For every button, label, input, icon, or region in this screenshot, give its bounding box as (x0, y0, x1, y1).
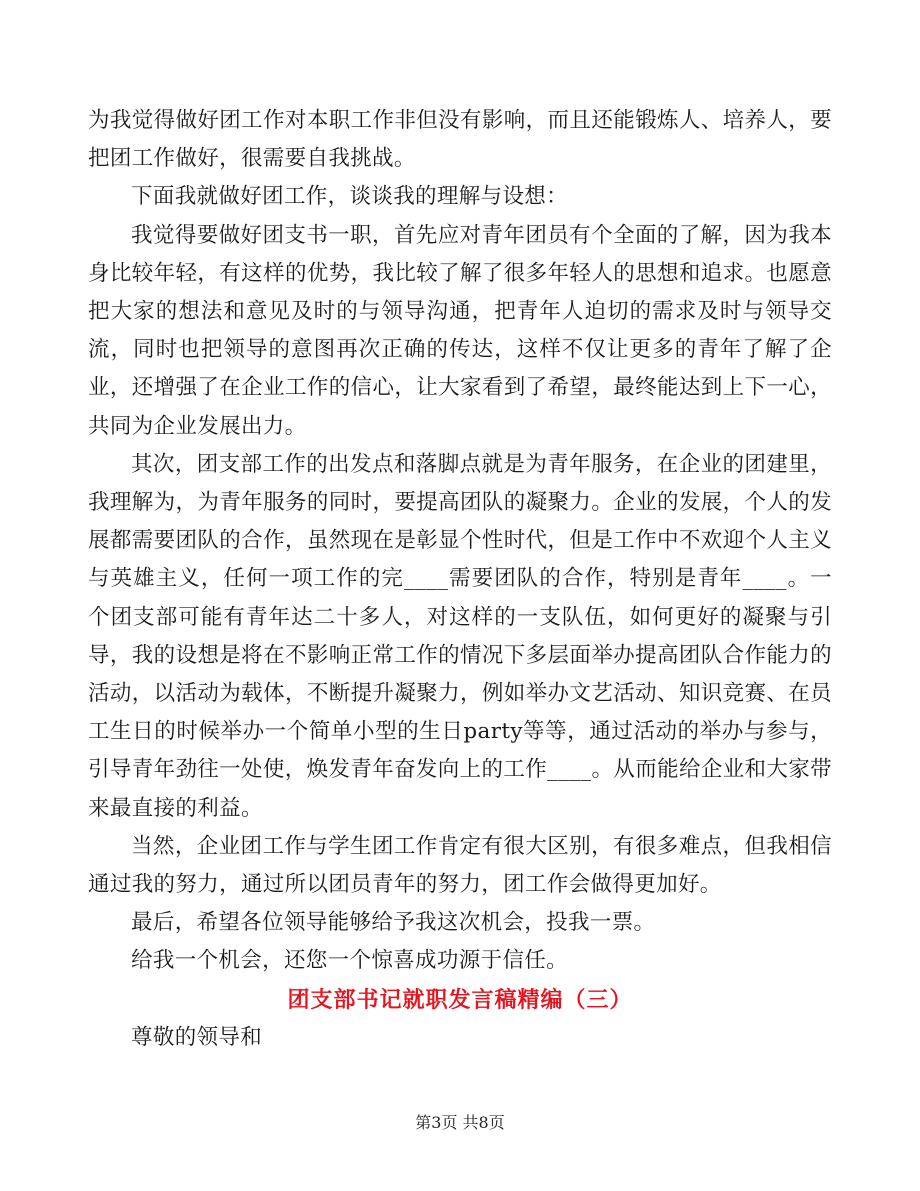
paragraph-continuation: 为我觉得做好团工作对本职工作非但没有影响，而且还能锻炼人、培养人，要把团工作做好，很需要自我挑战。 (88, 108, 832, 172)
paragraph-closing: 给我一个机会，还您一个惊喜成功源于信任。 (131, 948, 569, 974)
section-title: 团支部书记就职发言稿精编（三） (287, 986, 633, 1013)
document-body (88, 102, 832, 1057)
paragraph-intro: 下面我就做好团工作，谈谈我的理解与设想： (131, 184, 569, 210)
page-number: 第3页 共8页 (415, 1113, 505, 1132)
paragraph-request: 最后，希望各位领导能够给予我这次机会，投我一票。 (131, 910, 656, 936)
paragraph-difficulties: 当然，企业团工作与学生团工作肯定有很大区别，有很多难点，但我相信通过我的努力，通过所以团员青年的努力，团工作会做得更加好。 (88, 833, 832, 898)
paragraph-first-point: 我觉得要做好团支书一职，首先应对青年团员有个全面的了解，因为我本身比较年轻，有这样的优势，我比较了解了很多年轻人的思想和追求。也愿意把大家的想法和意见及时的与领导沟通，把青年人迫切的需求及时与领导交流，同时也把领导的意图再次正确的传达，这样不仅让更多的青年了解了企业，还增强了在企业工作的信心，让大家看到了希望，最终能达到上下一心，共同为企业发展出力。 (88, 222, 832, 439)
paragraph-second-point: 其次，团支部工作的出发点和落脚点就是为青年服务，在企业的团建里，我理解为，为青年服务的同时，要提高团队的凝聚力。企业的发展，个人的发展都需要团队的合作，虽然现在是彰显个性时代，但是工作中不欢迎个人主义与英雄主义，任何一项工作的完____需要团队的合作，特别是青年____。一个团支部可能有青年达二十多人，对这样的一支队伍，如何更好的凝聚与引导，我的设想是将在不影响正常工作的情况下多层面举办提高团队合作能力的活动，以活动为载体，不断提升凝聚力，例如举办文艺活动、知识竞赛、在员工生日的时候举办一个简单小型的生日party等等，通过活动的举办与参与，引导青年劲往一处使，焕发青年奋发向上的工作____。从而能给企业和大家带来最直接的利益。 (88, 451, 832, 821)
salutation: 尊敬的领导和 (131, 1024, 263, 1050)
